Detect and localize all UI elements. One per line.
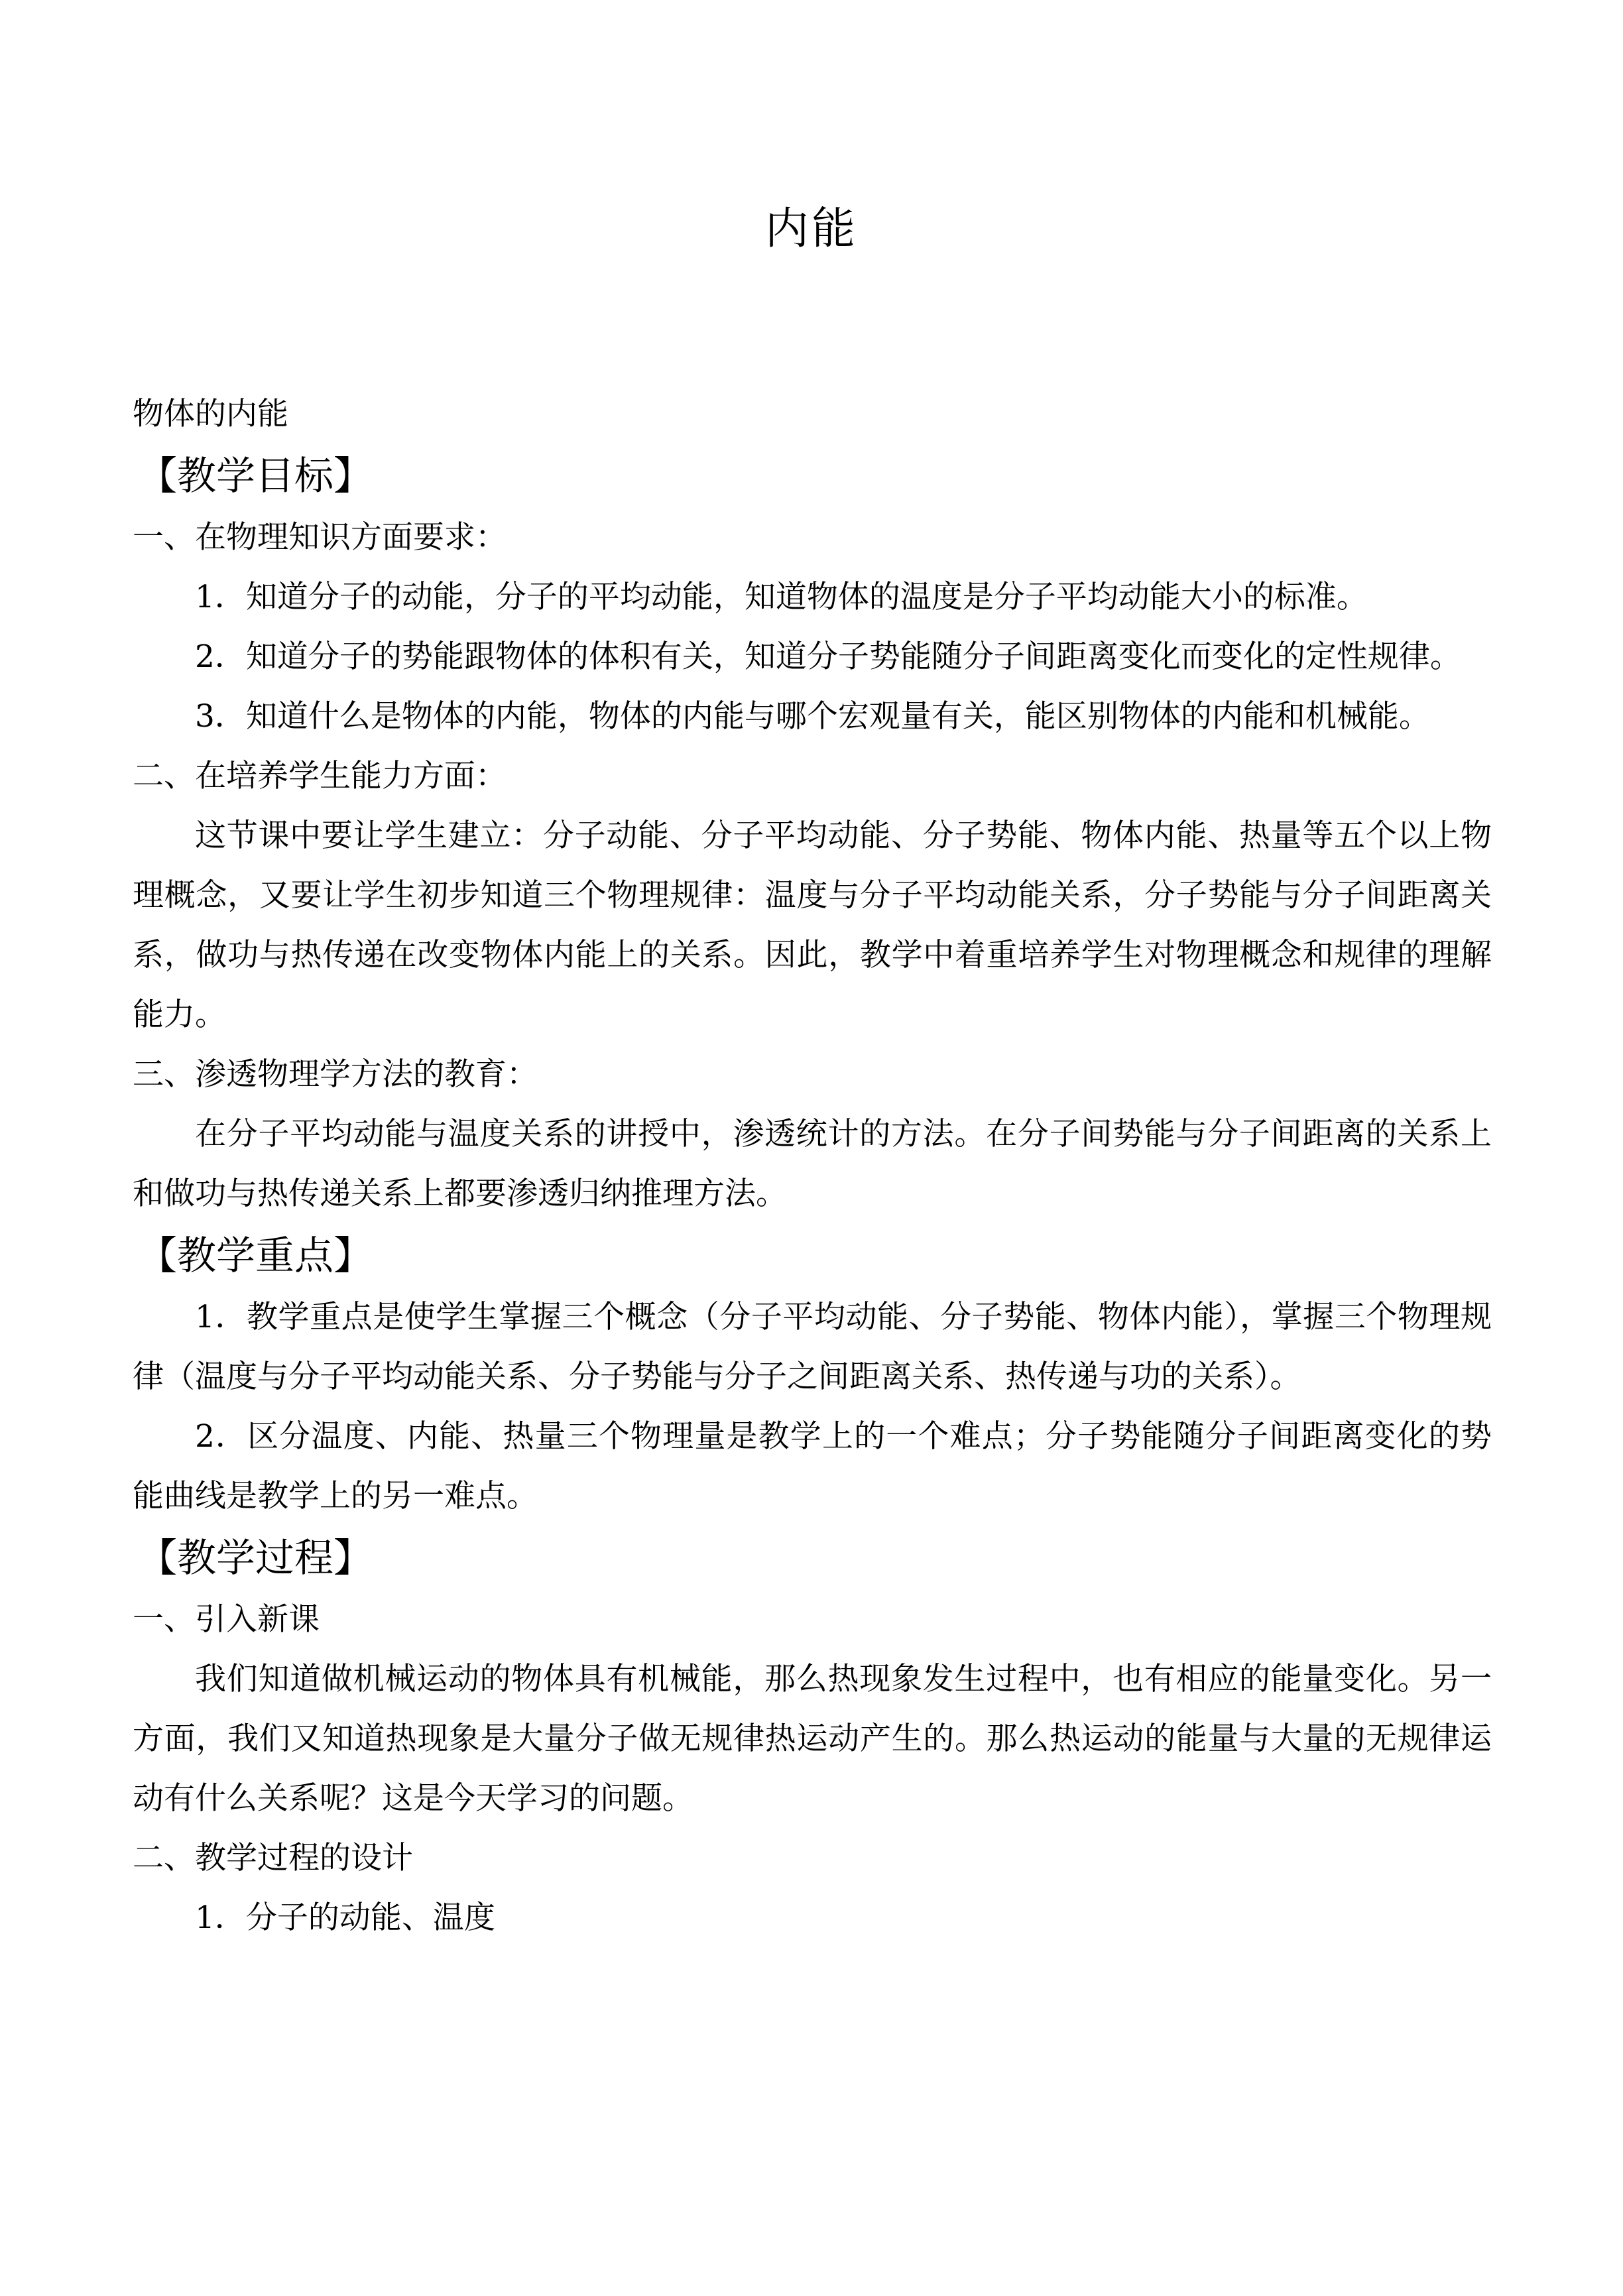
page-title: 内能 <box>765 203 858 254</box>
objectives-item-3: 3．知道什么是物体的内能，物体的内能与哪个宏观量有关，能区别物体的内能和机械能。 <box>195 698 1430 735</box>
process-part2-item-1: 1．分子的动能、温度 <box>195 1900 495 1936</box>
objectives-part2-heading: 二、在培养学生能力方面： <box>133 758 507 794</box>
process-part1-heading: 一、引入新课 <box>133 1601 320 1638</box>
process-heading: 【教学过程】 <box>138 1535 373 1581</box>
objectives-item-1: 1．知道分子的动能，分子的平均动能，知道物体的温度是分子平均动能大小的标准。 <box>195 579 1368 615</box>
key-points-heading: 【教学重点】 <box>138 1233 373 1278</box>
objectives-part1-heading: 一、在物理知识方面要求： <box>133 519 507 556</box>
objectives-item-2: 2．知道分子的势能跟物体的体积有关，知道分子势能随分子间距离变化而变化的定性规律。 <box>195 638 1461 675</box>
key-points-item-2: 2．区分温度、内能、热量三个物理量是教学上的一个难点；分子势能随分子间距离变化的势能曲线是教学上的另一难点。 <box>133 1418 1492 1514</box>
objectives-part3-heading: 三、渗透物理学方法的教育： <box>133 1056 538 1093</box>
process-part2-heading: 二、教学过程的设计 <box>133 1840 413 1876</box>
key-points-item-1: 1．教学重点是使学生掌握三个概念（分子平均动能、分子势能、物体内能），掌握三个物理规律（温度与分子平均动能关系、分子势能与分子之间距离关系、热传递与功的关系）。 <box>133 1299 1492 1395</box>
objectives-part3-text: 在分子平均动能与温度关系的讲授中，渗透统计的方法。在分子间势能与分子间距离的关系上和做功与热传递关系上都要渗透归纳推理方法。 <box>133 1116 1492 1212</box>
objectives-heading: 【教学目标】 <box>138 453 373 499</box>
objectives-part2-text: 这节课中要让学生建立：分子动能、分子平均动能、分子势能、物体内能、热量等五个以上物理概念，又要让学生初步知道三个物理规律：温度与分子平均动能关系，分子势能与分子间距离关系，做功与热传递在改变物体内能上的关系。因此，教学中着重培养学生对物理概念和规律的理解能力。 <box>133 817 1492 1033</box>
document-body <box>133 385 1492 1948</box>
subtitle: 物体的内能 <box>133 396 288 432</box>
process-part1-text: 我们知道做机械运动的物体具有机械能，那么热现象发生过程中，也有相应的能量变化。另一方面，我们又知道热现象是大量分子做无规律热运动产生的。那么热运动的能量与大量的无规律运动有什么关系呢？这是今天学习的问题。 <box>133 1661 1492 1817</box>
